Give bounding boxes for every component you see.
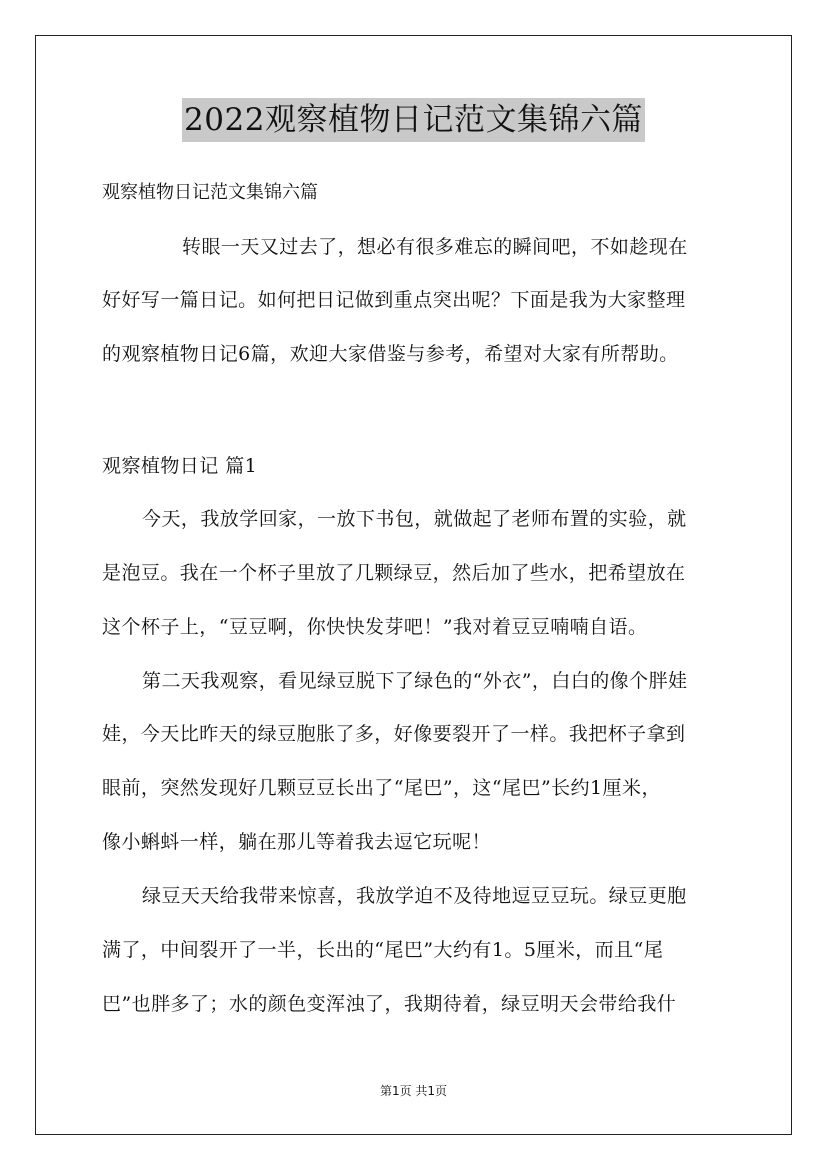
paragraph-line: 巴”也胖多了；水的颜色变浑浊了，我期待着，绿豆明天会带给我什 xyxy=(102,993,677,1015)
paragraph-line: 是泡豆。我在一个杯子里放了几颗绿豆，然后加了些水，把希望放在 xyxy=(102,562,686,584)
intro-line: 的观察植物日记6篇，欢迎大家借鉴与参考，希望对大家有所帮助。 xyxy=(102,343,679,365)
paragraph-line: 第二天我观察，看见绿豆脱下了绿色的“外衣”，白白的像个胖娃 xyxy=(142,670,688,692)
paragraph-line: 眼前，突然发现好几颗豆豆长出了“尾巴”，这“尾巴”长约1厘米， xyxy=(102,777,661,799)
page-footer: 第1页 共1页 xyxy=(379,1084,448,1098)
document-subtitle: 观察植物日记范文集锦六篇 xyxy=(102,182,318,203)
document-title: 2022观察植物日记范文集锦六篇 xyxy=(182,98,645,142)
paragraph-line: 娃，今天比昨天的绿豆胞胀了多，好像要裂开了一样。我把杯子拿到 xyxy=(102,723,686,745)
intro-line: 好好写一篇日记。如何把日记做到重点突出呢？下面是我为大家整理 xyxy=(102,289,686,311)
section-heading: 观察植物日记 篇1 xyxy=(102,455,258,477)
paragraph-line: 今天，我放学回家，一放下书包，就做起了老师布置的实验，就 xyxy=(142,508,687,530)
paragraph-line: 像小蝌蚪一样，躺在那儿等着我去逗它玩呢！ xyxy=(102,831,492,853)
title-wrap xyxy=(0,98,827,142)
paragraph-line: 满了，中间裂开了一半，长出的“尾巴”大约有1。5厘米，而且“尾 xyxy=(102,939,664,961)
paragraph-line: 绿豆天天给我带来惊喜，我放学迫不及待地逗豆豆玩。绿豆更胞 xyxy=(142,885,687,907)
paragraph-line: 这个杯子上，“豆豆啊，你快快发芽吧！”我对着豆豆喃喃自语。 xyxy=(102,616,648,638)
intro-line: 转眼一天又过去了，想必有很多难忘的瞬间吧，不如趁现在 xyxy=(182,236,688,258)
